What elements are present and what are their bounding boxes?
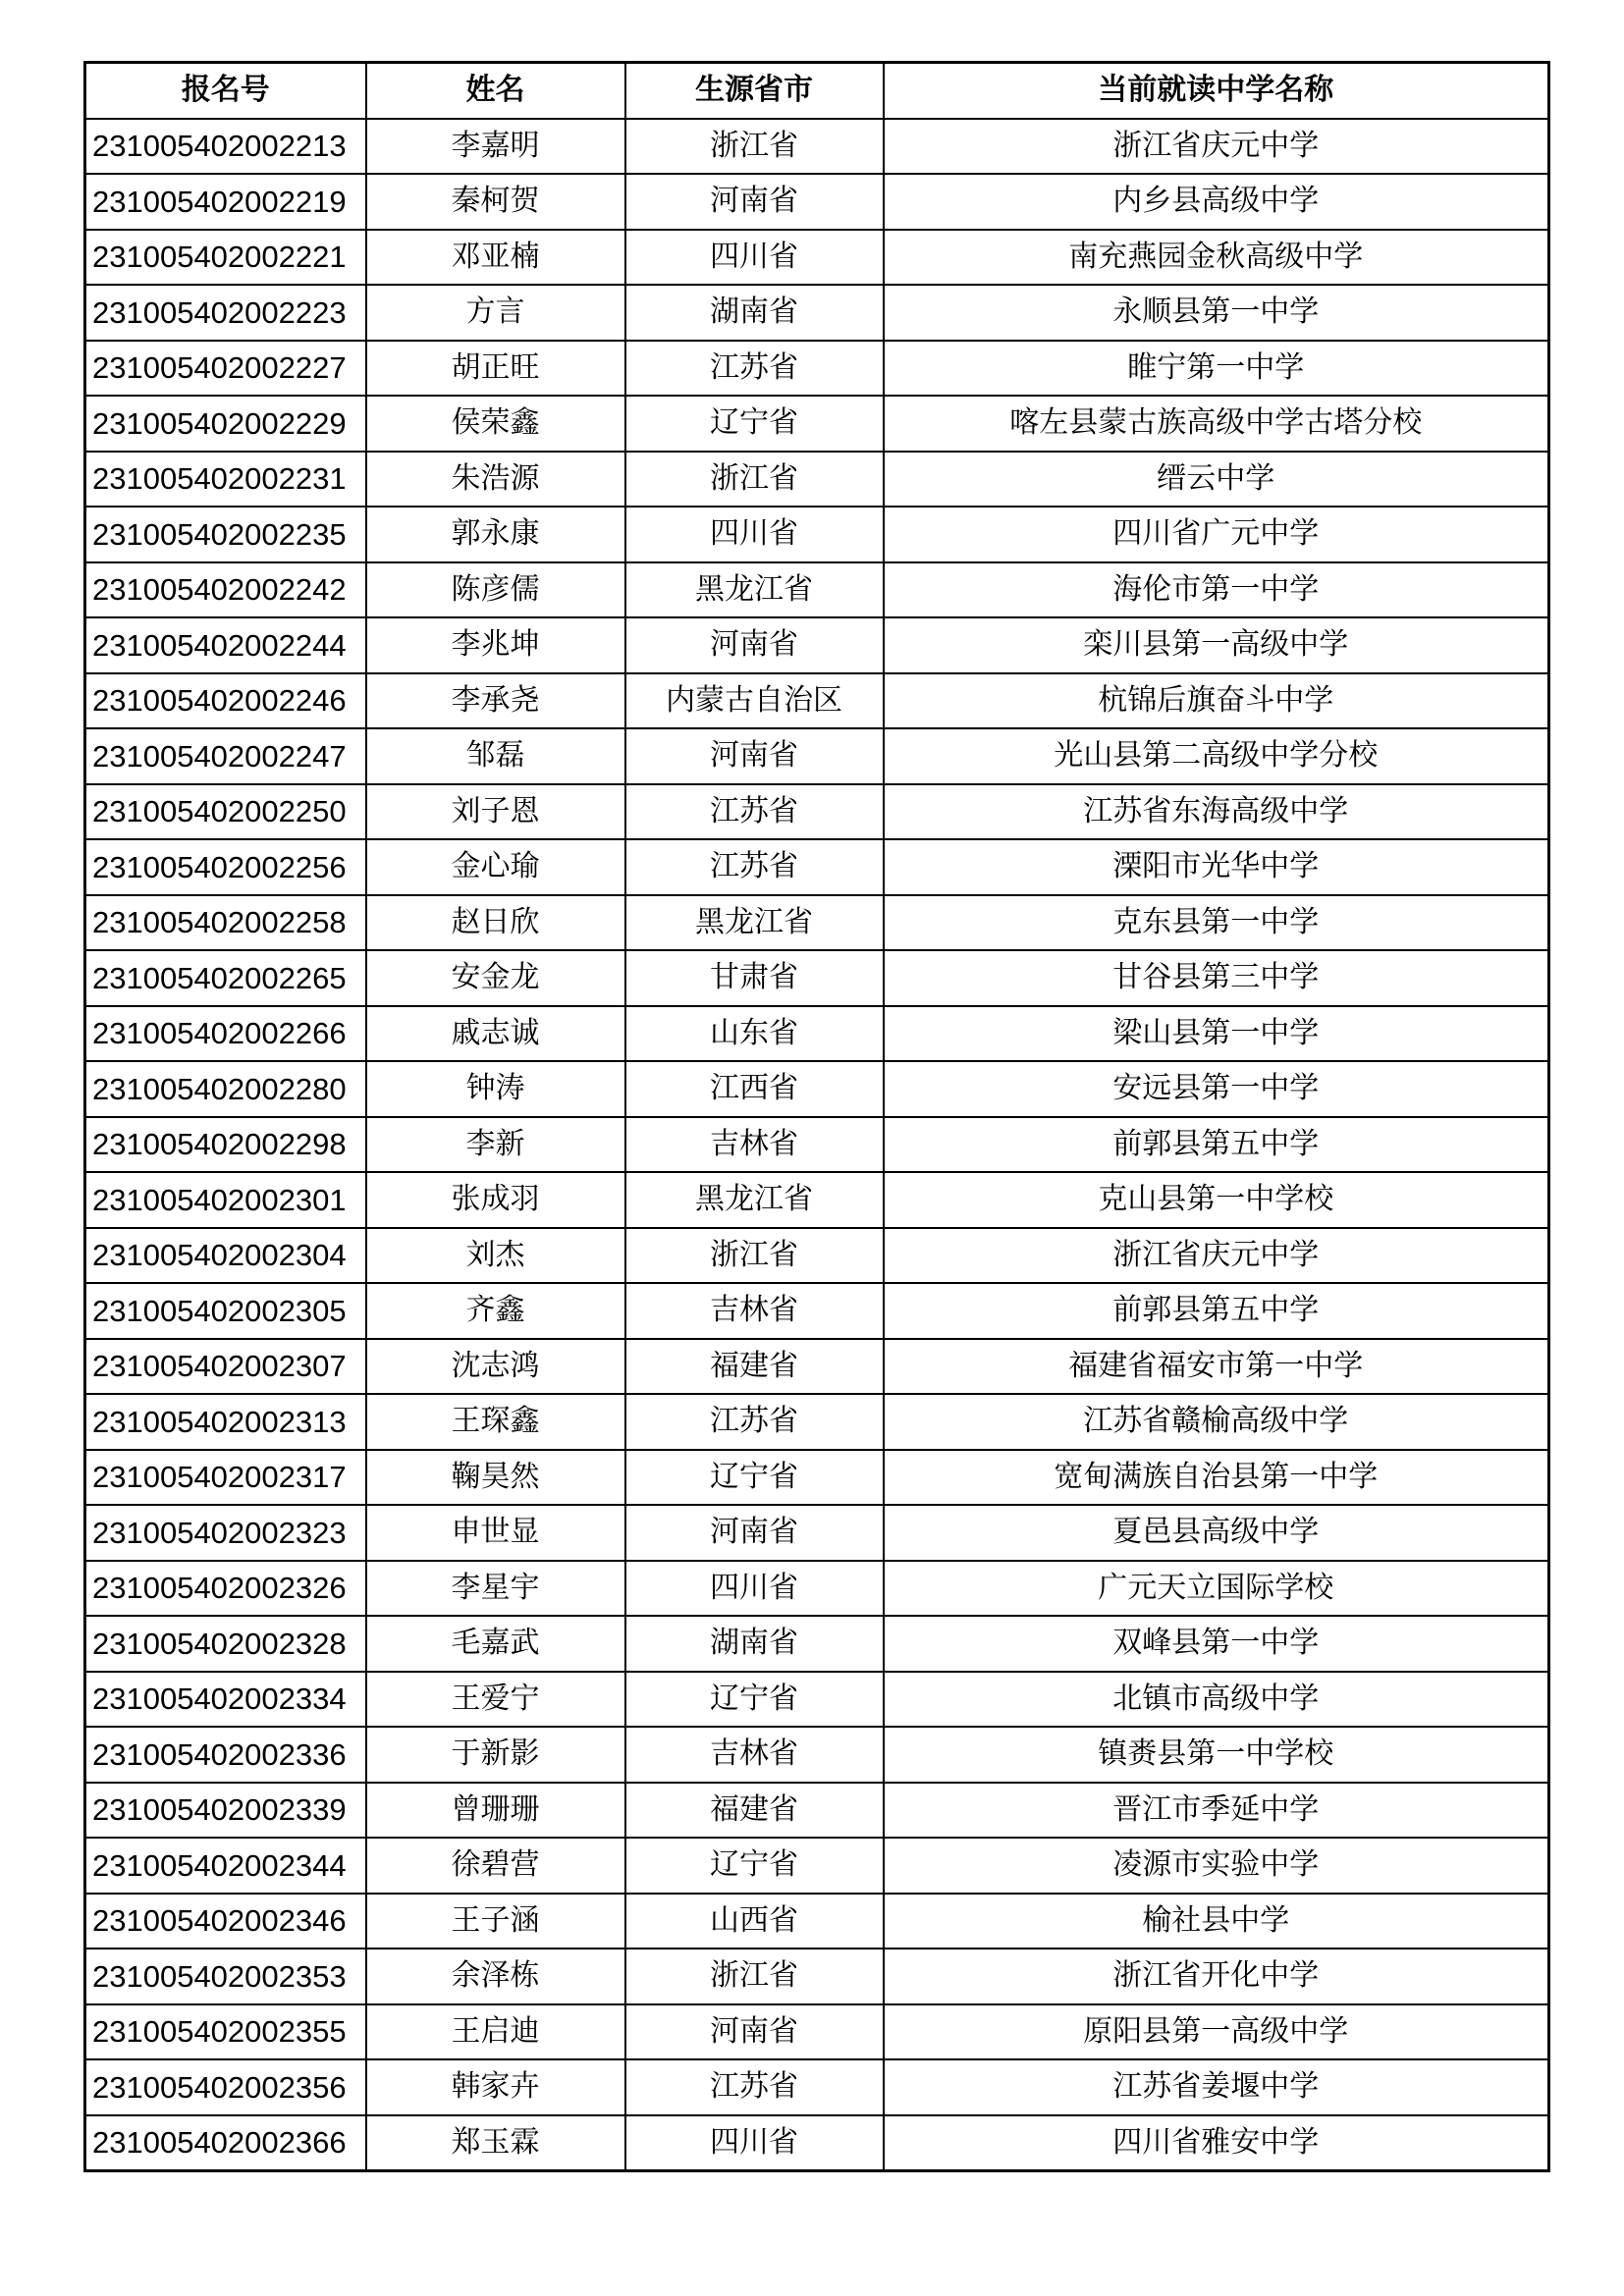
header-row xyxy=(85,63,1549,119)
cell-name: 王子涵 xyxy=(366,1894,625,1949)
cell-name: 申世显 xyxy=(366,1505,625,1561)
cell-name: 李承尧 xyxy=(366,673,625,729)
table-row xyxy=(85,1505,1549,1561)
cell-origin-province: 河南省 xyxy=(625,728,884,784)
cell-current-school: 缙云中学 xyxy=(884,452,1549,507)
cell-name: 胡正旺 xyxy=(366,341,625,397)
cell-current-school: 浙江省庆元中学 xyxy=(884,1228,1549,1284)
cell-origin-province: 山西省 xyxy=(625,1894,884,1949)
cell-origin-province: 黑龙江省 xyxy=(625,895,884,951)
cell-origin-province: 江苏省 xyxy=(625,1394,884,1450)
table-row xyxy=(85,230,1549,286)
table-row xyxy=(85,285,1549,341)
cell-current-school: 前郭县第五中学 xyxy=(884,1283,1549,1339)
cell-name: 陈彦儒 xyxy=(366,562,625,618)
cell-current-school: 夏邑县高级中学 xyxy=(884,1505,1549,1561)
table-row xyxy=(85,1838,1549,1894)
header-current-school: 当前就读中学名称 xyxy=(884,63,1549,119)
cell-name: 于新影 xyxy=(366,1727,625,1783)
cell-current-school: 双峰县第一中学 xyxy=(884,1616,1549,1672)
header-origin-province: 生源省市 xyxy=(625,63,884,119)
cell-origin-province: 江苏省 xyxy=(625,839,884,895)
cell-name: 韩家卉 xyxy=(366,2059,625,2115)
cell-name: 郭永康 xyxy=(366,507,625,562)
cell-origin-province: 山东省 xyxy=(625,1006,884,1062)
cell-current-school: 浙江省开化中学 xyxy=(884,1949,1549,2004)
cell-name: 安金龙 xyxy=(366,950,625,1006)
table-row xyxy=(85,396,1549,452)
cell-origin-province: 浙江省 xyxy=(625,1228,884,1284)
cell-name: 毛嘉武 xyxy=(366,1616,625,1672)
cell-current-school: 凌源市实验中学 xyxy=(884,1838,1549,1894)
cell-origin-province: 辽宁省 xyxy=(625,1672,884,1728)
cell-current-school: 光山县第二高级中学分校 xyxy=(884,728,1549,784)
cell-current-school: 四川省雅安中学 xyxy=(884,2115,1549,2171)
table-row xyxy=(85,2004,1549,2060)
cell-registration-no: 231005402002265 xyxy=(85,950,366,1006)
table-row xyxy=(85,1117,1549,1173)
cell-registration-no: 231005402002227 xyxy=(85,341,366,397)
cell-current-school: 晋江市季延中学 xyxy=(884,1783,1549,1839)
cell-registration-no: 231005402002221 xyxy=(85,230,366,286)
cell-origin-province: 浙江省 xyxy=(625,1949,884,2004)
cell-origin-province: 湖南省 xyxy=(625,1616,884,1672)
table-row xyxy=(85,2059,1549,2115)
cell-origin-province: 吉林省 xyxy=(625,1727,884,1783)
cell-current-school: 前郭县第五中学 xyxy=(884,1117,1549,1173)
cell-origin-province: 四川省 xyxy=(625,1561,884,1617)
cell-name: 邓亚楠 xyxy=(366,230,625,286)
cell-registration-no: 231005402002231 xyxy=(85,452,366,507)
cell-current-school: 江苏省东海高级中学 xyxy=(884,784,1549,840)
cell-current-school: 南充燕园金秋高级中学 xyxy=(884,230,1549,286)
cell-origin-province: 甘肃省 xyxy=(625,950,884,1006)
cell-origin-province: 江西省 xyxy=(625,1061,884,1117)
cell-registration-no: 231005402002258 xyxy=(85,895,366,951)
cell-name: 王启迪 xyxy=(366,2004,625,2060)
cell-registration-no: 231005402002280 xyxy=(85,1061,366,1117)
cell-name: 方言 xyxy=(366,285,625,341)
table-row xyxy=(85,1783,1549,1839)
table-row xyxy=(85,673,1549,729)
cell-current-school: 海伦市第一中学 xyxy=(884,562,1549,618)
table-row xyxy=(85,895,1549,951)
table-row xyxy=(85,562,1549,618)
cell-origin-province: 河南省 xyxy=(625,174,884,230)
cell-current-school: 江苏省赣榆高级中学 xyxy=(884,1394,1549,1450)
cell-name: 李嘉明 xyxy=(366,119,625,175)
cell-registration-no: 231005402002339 xyxy=(85,1783,366,1839)
cell-registration-no: 231005402002344 xyxy=(85,1838,366,1894)
table-row xyxy=(85,452,1549,507)
cell-name: 李新 xyxy=(366,1117,625,1173)
table-row xyxy=(85,784,1549,840)
cell-current-school: 原阳县第一高级中学 xyxy=(884,2004,1549,2060)
cell-origin-province: 福建省 xyxy=(625,1339,884,1395)
cell-current-school: 克山县第一中学校 xyxy=(884,1172,1549,1228)
cell-name: 赵日欣 xyxy=(366,895,625,951)
cell-name: 徐碧营 xyxy=(366,1838,625,1894)
cell-name: 沈志鸿 xyxy=(366,1339,625,1395)
cell-registration-no: 231005402002246 xyxy=(85,673,366,729)
cell-registration-no: 231005402002328 xyxy=(85,1616,366,1672)
cell-registration-no: 231005402002244 xyxy=(85,617,366,673)
table-row xyxy=(85,507,1549,562)
table-row xyxy=(85,1894,1549,1949)
cell-registration-no: 231005402002266 xyxy=(85,1006,366,1062)
cell-registration-no: 231005402002242 xyxy=(85,562,366,618)
cell-name: 王琛鑫 xyxy=(366,1394,625,1450)
cell-registration-no: 231005402002323 xyxy=(85,1505,366,1561)
cell-current-school: 浙江省庆元中学 xyxy=(884,119,1549,175)
cell-current-school: 杭锦后旗奋斗中学 xyxy=(884,673,1549,729)
cell-registration-no: 231005402002355 xyxy=(85,2004,366,2060)
cell-origin-province: 江苏省 xyxy=(625,341,884,397)
cell-origin-province: 福建省 xyxy=(625,1783,884,1839)
cell-registration-no: 231005402002366 xyxy=(85,2115,366,2171)
header-registration-no: 报名号 xyxy=(85,63,366,119)
cell-name: 钟涛 xyxy=(366,1061,625,1117)
table-row xyxy=(85,1172,1549,1228)
cell-name: 刘杰 xyxy=(366,1228,625,1284)
cell-current-school: 广元天立国际学校 xyxy=(884,1561,1549,1617)
cell-current-school: 睢宁第一中学 xyxy=(884,341,1549,397)
cell-origin-province: 河南省 xyxy=(625,617,884,673)
cell-current-school: 克东县第一中学 xyxy=(884,895,1549,951)
cell-name: 朱浩源 xyxy=(366,452,625,507)
cell-name: 李兆坤 xyxy=(366,617,625,673)
cell-registration-no: 231005402002307 xyxy=(85,1339,366,1395)
cell-current-school: 镇赉县第一中学校 xyxy=(884,1727,1549,1783)
table-row xyxy=(85,1283,1549,1339)
cell-origin-province: 江苏省 xyxy=(625,784,884,840)
cell-name: 戚志诚 xyxy=(366,1006,625,1062)
cell-origin-province: 江苏省 xyxy=(625,2059,884,2115)
cell-current-school: 四川省广元中学 xyxy=(884,507,1549,562)
cell-current-school: 榆社县中学 xyxy=(884,1894,1549,1949)
cell-registration-no: 231005402002304 xyxy=(85,1228,366,1284)
cell-registration-no: 231005402002298 xyxy=(85,1117,366,1173)
table-header xyxy=(85,63,1549,119)
cell-name: 鞠昊然 xyxy=(366,1450,625,1506)
cell-registration-no: 231005402002256 xyxy=(85,839,366,895)
table-body xyxy=(85,119,1549,2171)
table-row xyxy=(85,1006,1549,1062)
table-row xyxy=(85,1949,1549,2004)
cell-name: 刘子恩 xyxy=(366,784,625,840)
cell-registration-no: 231005402002301 xyxy=(85,1172,366,1228)
cell-origin-province: 浙江省 xyxy=(625,452,884,507)
cell-name: 张成羽 xyxy=(366,1172,625,1228)
cell-registration-no: 231005402002356 xyxy=(85,2059,366,2115)
cell-current-school: 内乡县高级中学 xyxy=(884,174,1549,230)
cell-registration-no: 231005402002223 xyxy=(85,285,366,341)
cell-origin-province: 辽宁省 xyxy=(625,1450,884,1506)
cell-origin-province: 河南省 xyxy=(625,1505,884,1561)
cell-registration-no: 231005402002346 xyxy=(85,1894,366,1949)
cell-origin-province: 辽宁省 xyxy=(625,396,884,452)
cell-name: 王爱宁 xyxy=(366,1672,625,1728)
cell-origin-province: 四川省 xyxy=(625,507,884,562)
cell-origin-province: 河南省 xyxy=(625,2004,884,2060)
table-row xyxy=(85,174,1549,230)
table-row xyxy=(85,1339,1549,1395)
table-row xyxy=(85,1061,1549,1117)
cell-origin-province: 湖南省 xyxy=(625,285,884,341)
table-row xyxy=(85,728,1549,784)
cell-registration-no: 231005402002305 xyxy=(85,1283,366,1339)
cell-registration-no: 231005402002326 xyxy=(85,1561,366,1617)
cell-registration-no: 231005402002313 xyxy=(85,1394,366,1450)
table-row xyxy=(85,1727,1549,1783)
cell-registration-no: 231005402002334 xyxy=(85,1672,366,1728)
cell-current-school: 梁山县第一中学 xyxy=(884,1006,1549,1062)
table-row xyxy=(85,1672,1549,1728)
cell-origin-province: 四川省 xyxy=(625,230,884,286)
cell-origin-province: 黑龙江省 xyxy=(625,1172,884,1228)
cell-origin-province: 黑龙江省 xyxy=(625,562,884,618)
cell-registration-no: 231005402002353 xyxy=(85,1949,366,2004)
cell-current-school: 喀左县蒙古族高级中学古塔分校 xyxy=(884,396,1549,452)
table-row xyxy=(85,1561,1549,1617)
cell-current-school: 安远县第一中学 xyxy=(884,1061,1549,1117)
cell-registration-no: 231005402002229 xyxy=(85,396,366,452)
cell-origin-province: 吉林省 xyxy=(625,1117,884,1173)
cell-origin-province: 四川省 xyxy=(625,2115,884,2171)
cell-current-school: 北镇市高级中学 xyxy=(884,1672,1549,1728)
cell-current-school: 永顺县第一中学 xyxy=(884,285,1549,341)
cell-name: 邹磊 xyxy=(366,728,625,784)
header-name: 姓名 xyxy=(366,63,625,119)
cell-name: 秦柯贺 xyxy=(366,174,625,230)
cell-name: 侯荣鑫 xyxy=(366,396,625,452)
cell-current-school: 甘谷县第三中学 xyxy=(884,950,1549,1006)
cell-name: 金心瑜 xyxy=(366,839,625,895)
table-row xyxy=(85,1450,1549,1506)
table-row xyxy=(85,119,1549,175)
cell-origin-province: 内蒙古自治区 xyxy=(625,673,884,729)
cell-current-school: 江苏省姜堰中学 xyxy=(884,2059,1549,2115)
table-row xyxy=(85,950,1549,1006)
cell-registration-no: 231005402002213 xyxy=(85,119,366,175)
table-row xyxy=(85,1616,1549,1672)
cell-current-school: 溧阳市光华中学 xyxy=(884,839,1549,895)
cell-origin-province: 辽宁省 xyxy=(625,1838,884,1894)
table-row xyxy=(85,1228,1549,1284)
roster-table xyxy=(83,61,1550,2172)
cell-registration-no: 231005402002219 xyxy=(85,174,366,230)
cell-name: 郑玉霖 xyxy=(366,2115,625,2171)
cell-name: 李星宇 xyxy=(366,1561,625,1617)
cell-registration-no: 231005402002247 xyxy=(85,728,366,784)
cell-current-school: 福建省福安市第一中学 xyxy=(884,1339,1549,1395)
table-row xyxy=(85,617,1549,673)
cell-current-school: 栾川县第一高级中学 xyxy=(884,617,1549,673)
cell-current-school: 宽甸满族自治县第一中学 xyxy=(884,1450,1549,1506)
cell-registration-no: 231005402002336 xyxy=(85,1727,366,1783)
cell-registration-no: 231005402002317 xyxy=(85,1450,366,1506)
cell-name: 齐鑫 xyxy=(366,1283,625,1339)
cell-registration-no: 231005402002235 xyxy=(85,507,366,562)
table-row xyxy=(85,1394,1549,1450)
cell-origin-province: 吉林省 xyxy=(625,1283,884,1339)
cell-name: 曾珊珊 xyxy=(366,1783,625,1839)
cell-name: 余泽栋 xyxy=(366,1949,625,2004)
table-row xyxy=(85,839,1549,895)
cell-origin-province: 浙江省 xyxy=(625,119,884,175)
cell-registration-no: 231005402002250 xyxy=(85,784,366,840)
table-row xyxy=(85,341,1549,397)
table-row xyxy=(85,2115,1549,2171)
